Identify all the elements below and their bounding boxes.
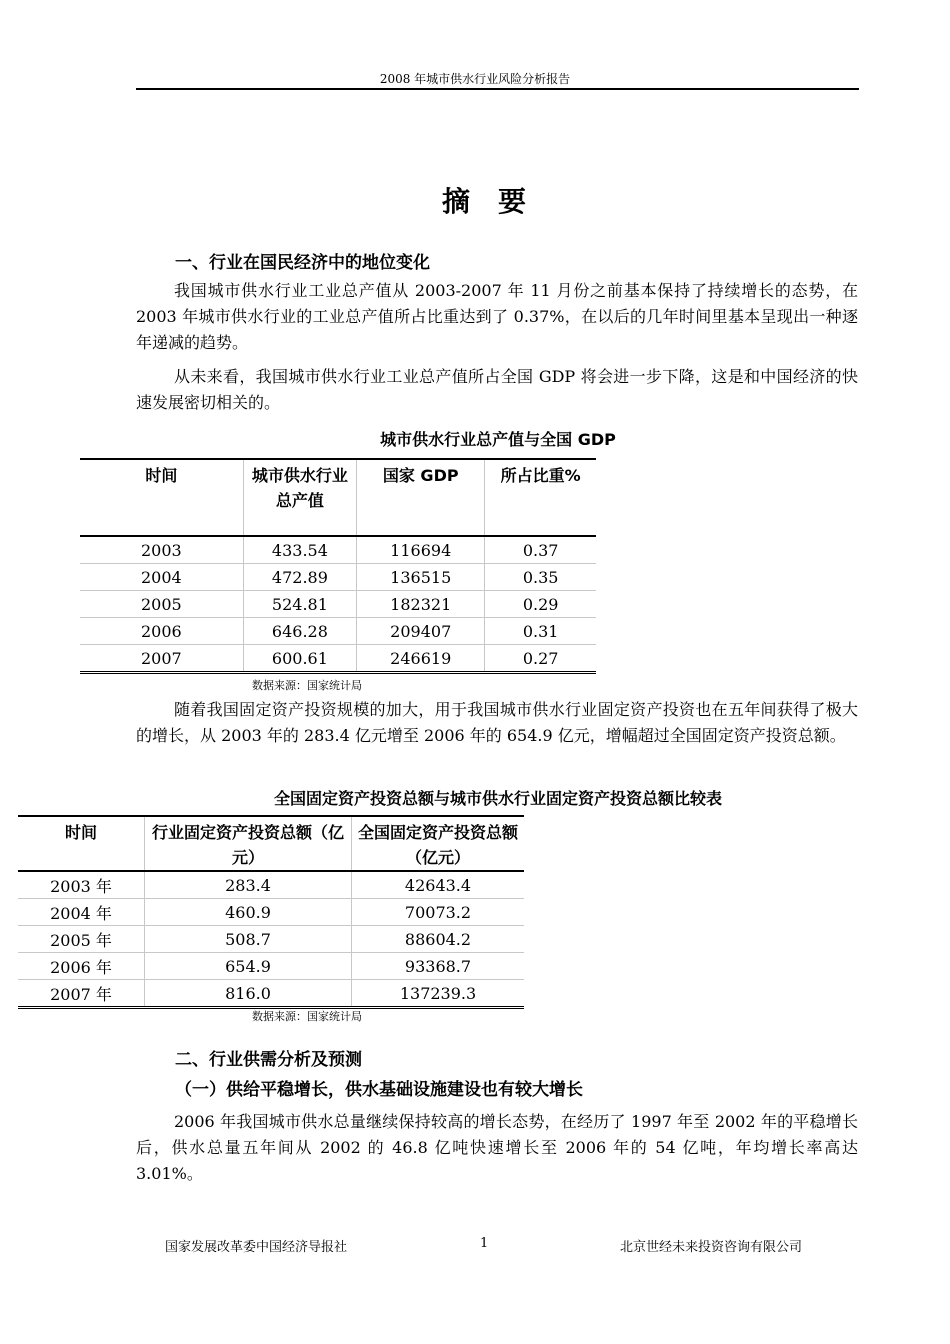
table1-header-cell: 城市供水行业总产值 bbox=[243, 459, 357, 536]
table1 bbox=[80, 458, 596, 674]
table2-cell: 88604.2 bbox=[352, 926, 525, 953]
table2-header-cell: 全国固定资产投资总额（亿元） bbox=[352, 816, 525, 871]
table2 bbox=[18, 815, 524, 1009]
page-title: 摘要 bbox=[441, 185, 554, 218]
table2-cell: 70073.2 bbox=[352, 899, 525, 926]
table2-cell: 42643.4 bbox=[352, 871, 525, 899]
table2-cell: 2007 年 bbox=[18, 980, 145, 1008]
table-row bbox=[80, 645, 596, 673]
table1-header-row bbox=[80, 459, 596, 536]
table2-header-cell: 时间 bbox=[18, 816, 145, 871]
table1-cell: 0.27 bbox=[485, 645, 596, 673]
table2-cell: 508.7 bbox=[145, 926, 352, 953]
table2-cell: 2004 年 bbox=[18, 899, 145, 926]
table2-cell: 283.4 bbox=[145, 871, 352, 899]
table1-cell: 0.31 bbox=[485, 618, 596, 645]
table-row bbox=[18, 899, 524, 926]
table2-cell: 137239.3 bbox=[352, 980, 525, 1008]
table1-header-cell: 所占比重% bbox=[485, 459, 596, 536]
section2-subheading: （一）供给平稳增长，供水基础设施建设也有较大增长 bbox=[175, 1080, 583, 1100]
table1-cell: 2006 bbox=[80, 618, 243, 645]
table1-cell: 182321 bbox=[357, 591, 485, 618]
table-row bbox=[18, 953, 524, 980]
table1-cell: 433.54 bbox=[243, 536, 357, 564]
table2-cell: 2006 年 bbox=[18, 953, 145, 980]
table2-cell: 816.0 bbox=[145, 980, 352, 1008]
table2-caption: 全国固定资产投资总额与城市供水行业固定资产投资总额比较表 bbox=[273, 789, 722, 808]
table1-cell: 646.28 bbox=[243, 618, 357, 645]
table1-header-cell: 时间 bbox=[80, 459, 243, 536]
table1-cell: 0.29 bbox=[485, 591, 596, 618]
section1-paragraph-1: 我国城市供水行业工业总产值从 2003-2007 年 11 月份之前基本保持了持续增长的态势，在 2003 年城市供水行业的工业总产值所占比重达到了 0.37%，在以后的几年时间里基本呈现出一种逐年递减的趋势。 bbox=[136, 281, 858, 352]
table1-caption: 城市供水行业总产值与全国 GDP bbox=[380, 430, 616, 449]
table-row bbox=[80, 536, 596, 564]
table1-cell: 0.35 bbox=[485, 564, 596, 591]
table2-header-row bbox=[18, 816, 524, 871]
table1-cell: 246619 bbox=[357, 645, 485, 673]
table1-cell: 209407 bbox=[357, 618, 485, 645]
table1-cell: 136515 bbox=[357, 564, 485, 591]
table1-cell: 0.37 bbox=[485, 536, 596, 564]
table-row bbox=[80, 618, 596, 645]
table-row bbox=[18, 871, 524, 899]
table2-header-cell: 行业固定资产投资总额（亿元） bbox=[145, 816, 352, 871]
table1-cell: 116694 bbox=[357, 536, 485, 564]
table2-cell: 2005 年 bbox=[18, 926, 145, 953]
table-row bbox=[18, 926, 524, 953]
table2-cell: 654.9 bbox=[145, 953, 352, 980]
table2-cell: 93368.7 bbox=[352, 953, 525, 980]
table1-cell: 524.81 bbox=[243, 591, 357, 618]
section1-heading: 一、行业在国民经济中的地位变化 bbox=[175, 253, 430, 273]
footer-publisher: 国家发展改革委中国经济导报社 bbox=[165, 1240, 348, 1255]
section2-heading: 二、行业供需分析及预测 bbox=[175, 1050, 362, 1070]
table-row bbox=[18, 980, 524, 1008]
table1-cell: 472.89 bbox=[243, 564, 357, 591]
table1-cell: 2004 bbox=[80, 564, 243, 591]
footer-company: 北京世经未来投资咨询有限公司 bbox=[620, 1240, 803, 1255]
running-header: 2008 年城市供水行业风险分析报告 bbox=[379, 72, 571, 86]
table1-source: 数据来源：国家统计局 bbox=[252, 679, 362, 692]
section1-paragraph-2: 从未来看，我国城市供水行业工业总产值所占全国 GDP 将会进一步下降，这是和中国经济的快速发展密切相关的。 bbox=[136, 367, 858, 412]
header-rule bbox=[136, 88, 859, 90]
table2-cell: 460.9 bbox=[145, 899, 352, 926]
table1-cell: 2007 bbox=[80, 645, 243, 673]
table2-cell: 2003 年 bbox=[18, 871, 145, 899]
paragraph-investment: 随着我国固定资产投资规模的加大，用于我国城市供水行业固定资产投资也在五年间获得了极大的增长，从 2003 年的 283.4 亿元增至 2006 年的 654.9 亿元，增幅超过全国固定资产投资总额。 bbox=[136, 700, 858, 745]
table1-cell: 2005 bbox=[80, 591, 243, 618]
table2-source: 数据来源：国家统计局 bbox=[252, 1010, 362, 1023]
table1-cell: 600.61 bbox=[243, 645, 357, 673]
section2-paragraph: 2006 年我国城市供水总量继续保持较高的增长态势，在经历了 1997 年至 2002 年的平稳增长后，供水总量五年间从 2002 的 46.8 亿吨快速增长至 2006 年的 54 亿吨，年均增长率高达 3.01%。 bbox=[136, 1112, 858, 1183]
table-row bbox=[80, 591, 596, 618]
table-row bbox=[80, 564, 596, 591]
page-number: 1 bbox=[480, 1236, 489, 1251]
table1-cell: 2003 bbox=[80, 536, 243, 564]
table1-header-cell: 国家 GDP bbox=[357, 459, 485, 536]
